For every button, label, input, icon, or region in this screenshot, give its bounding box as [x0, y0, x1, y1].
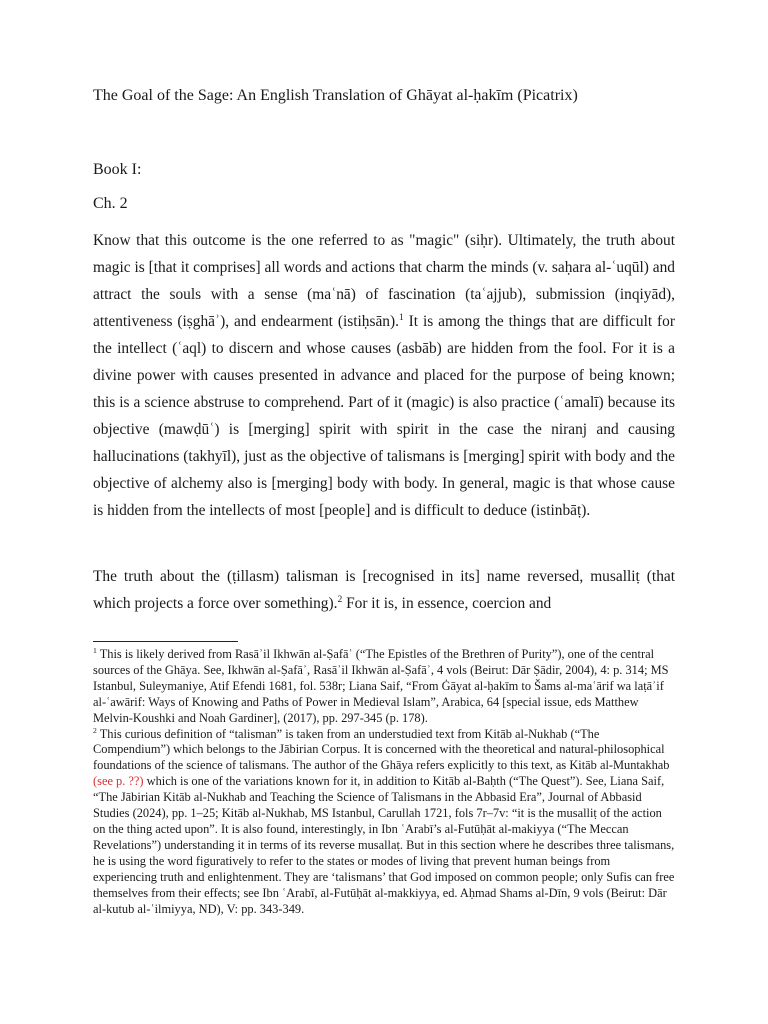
footnote-text: This curious definition of “talisman” is taken from an understudied text from Kitāb al-Nukhab (“The Compendium”) which belongs to the Jābirian Corpus. It is concerned with the theoretical and natural-philosophical foundations of the science of talismans. The author of the Ghāya refers explicitly to this text, as Kitāb al-Muntakhab	[93, 726, 670, 773]
document-title: The Goal of the Sage: An English Translation of Ghāyat al-ḥakīm (Picatrix)	[93, 87, 578, 104]
footnote-1	[93, 647, 677, 727]
body-paragraph-1	[93, 227, 675, 524]
footnote-text: This is likely derived from Rasāʾil Ikhwān al-Ṣafāʾ (“The Epistles of the Brethren of Purity”), one of the central sources of the Ghāya. See, Ikhwān al-Ṣafāʾ, Rasāʾil Ikhwān al-Ṣafāʾ, 4 vols (Beirut: Dār Ṣādir, 2004), 4: p. 314; MS Istanbul, Suleymaniye, Atif Efendi 1681, fol. 538r; Liana Saif, “From Ġāyat al-ḥakīm to Šams al-maʿārif wa laṭāʾif al-ʿawārif: Ways of Knowing and Paths of Power in Medieval Islam”, Arabica, 64 [special issue, eds Matthew Melvin-Koushki and Noah Gardiner], (2017), pp. 297-345 (p. 178).	[93, 647, 669, 725]
footnotes-section	[93, 647, 677, 917]
footnote-text-continued: which is one of the variations known for it, in addition to Kitāb al-Baḥth (“The Quest”). See, Liana Saif, “The Jābirian Kitāb al-Nukhab and Teaching the Science of Talismans in the Abbasid Era”, Journal of Abbasid Studies (2024), pp. 1–25; Kitāb al-Nukhab, MS Istanbul, Carullah 1721, fols 7r–7v: “it is the musalliṭ of the action on the thing acted upon”. It is also found, interestingly, in Ibn ʿArabī’s al-Futūḥāt al-makiyya (“The Meccan Revelations”) understanding it in terms of its reverse musallaṭ. But in this section where he describes three talismans, he is using the word figuratively to refer to the states or modes of living that prevent human beings from experiencing truth and enlightenment. They are ‘talismans’ that God imposed on common people; only Sufis can free themselves from their effects; see Ibn ʿArabī, al-Futūḥāt al-makkiyya, ed. Aḥmad Shams al-Dīn, 9 vols (Beirut: Dār al-kutub al-ʿilmiyya, ND), V: pp. 343-349.	[93, 774, 675, 916]
body-paragraph-2	[93, 563, 675, 617]
book-heading: Book I:	[93, 161, 142, 178]
footnote-2	[93, 727, 677, 918]
footnote-ref-2[interactable]: 2	[337, 593, 343, 605]
paragraph-text-continued: It is among the things that are difficult for the intellect (ʿaql) to discern and whose causes (asbāb) are hidden from the fool. For it is a divine power with causes presented in advance and placed for the purpose of being known; this is a science abstruse to comprehend. Part of it (magic) is also practice (ʿamalī) because its objective (mawḍūʿ) is [merging] spirit with spirit in the case the niranj and causing hallucinations (takhyīl), just as the objective of talismans is [merging] spirit with body and the objective of alchemy also is [merging] body with body. In general, magic is that whose cause is hidden from the intellects of most [people] and is difficult to deduce (istinbāṭ).	[93, 313, 675, 519]
footnote-separator	[93, 641, 238, 642]
footnote-number: 2	[93, 725, 97, 735]
footnote-number: 1	[93, 645, 97, 655]
paragraph-text: The truth about the (ṭillasm) talisman is [recognised in its] name reversed, musalliṭ (that which projects a force over something).	[93, 568, 675, 612]
footnote-ref-1[interactable]: 1	[398, 311, 404, 323]
paragraph-text: Know that this outcome is the one referred to as "magic" (siḥr). Ultimately, the truth about magic is [that it comprises] all words and actions that charm the minds (v. saḥara al-ʿuqūl) and attract the souls with a sense (maʿnā) of fascination (taʿajjub), submission (inqiyād), attentiveness (iṣghāʾ), and endearment (istiḥsān).	[93, 232, 675, 330]
chapter-heading: Ch. 2	[93, 195, 128, 212]
paragraph-text-continued: For it is, in essence, coercion and	[342, 595, 552, 612]
cross-reference-link[interactable]: (see p. ??)	[93, 774, 144, 789]
